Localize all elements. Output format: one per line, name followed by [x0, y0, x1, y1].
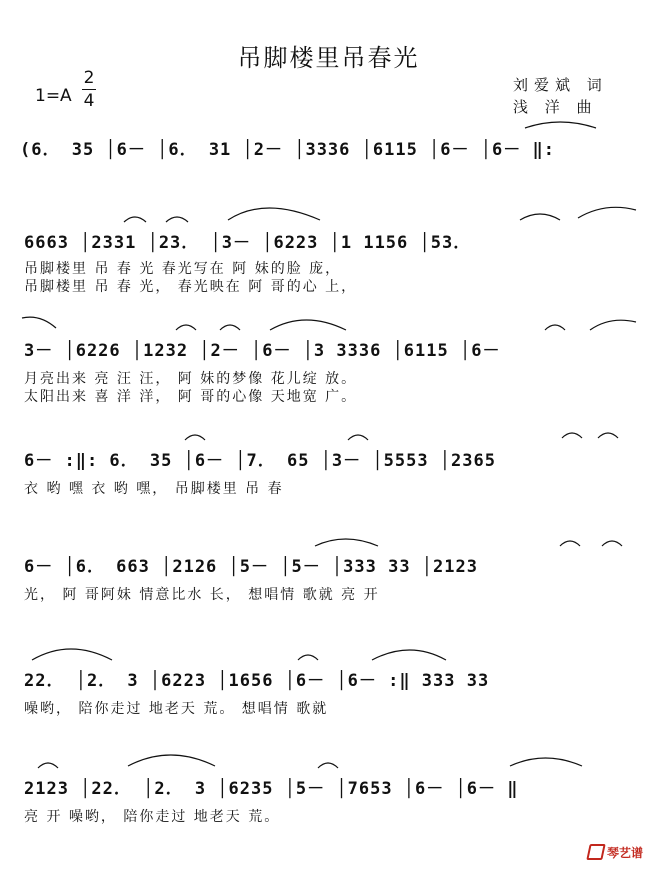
tie-row-5: [315, 539, 378, 546]
lyric-row-3-verse-2: 太阳出来 喜 洋 洋， 阿 哥的心像 天地宽 广。: [24, 389, 358, 405]
slur-row-2c: [520, 214, 560, 220]
slur-row-7b: [318, 763, 338, 768]
slur-row-4a: [185, 435, 205, 440]
slur-row-2b: [166, 217, 188, 222]
key-signature: 1=A: [35, 86, 72, 106]
tie-row-2-end: [578, 207, 636, 218]
lyric-row-2-verse-1: 吊脚楼里 吊 春 光 春光写在 阿 妹的脸 庞，: [24, 261, 342, 277]
meter-bottom: 4: [83, 91, 95, 111]
slur-row-4b: [348, 435, 368, 440]
slur-row-6a: [298, 655, 318, 660]
slur-row-4d: [598, 433, 618, 438]
notation-row-2: 6663 │2331 │23． │3－ │6223 │1 1156 │53．: [24, 233, 472, 253]
tie-row-2: [228, 208, 320, 220]
lyric-row-2-verse-2: 吊脚楼里 吊 春 光， 春光映在 阿 哥的心 上，: [24, 279, 358, 295]
lyric-row-4: 衣 哟 嘿 衣 哟 嘿， 吊脚楼里 吊 春: [24, 481, 284, 497]
logo-icon: [586, 844, 605, 860]
notation-row-5: 6－ │6． 663 │2126 │5－ │5－ │333 33 │2123: [24, 557, 478, 577]
lyric-row-7: 亮 开 噪哟， 陪你走过 地老天 荒。: [24, 809, 281, 825]
notation-row-7: 2123 │22． │2． 3 │6235 │5－ │7653 │6－ │6－ ‖: [24, 779, 519, 799]
slur-row-2a: [124, 217, 146, 222]
notation-row-6: 22． │2． 3 │6223 │1656 │6－ │6－ :‖ 333 33: [24, 671, 490, 691]
lyric-row-3-verse-1: 月亮出来 亮 汪 汪， 阿 妹的梦像 花儿绽 放。: [24, 371, 358, 387]
tie-row-6b: [372, 650, 446, 660]
lyricist-credit: 刘爱斌 词: [513, 76, 608, 94]
tie-row-6: [32, 649, 112, 660]
notation-row-3: 3－ │6226 │1232 │2－ │6－ │3 3336 │6115 │6－: [24, 341, 501, 361]
tie-row-7b: [510, 758, 582, 766]
song-title: 吊脚楼里吊春光: [237, 44, 420, 72]
slur-row-5a: [560, 541, 580, 546]
slur-row-3b: [220, 325, 240, 330]
notation-row-4: 6－ :‖: 6． 35 │6－ │7． 65 │3－ │5553 │2365: [24, 451, 496, 471]
slur-row-3c: [545, 325, 565, 330]
tie-row-7: [128, 755, 215, 766]
lyric-row-6: 噪哟， 陪你走过 地老天 荒。 想唱情 歌就: [24, 701, 329, 717]
tie-row-3-end: [590, 320, 636, 330]
tie-row-3: [270, 320, 346, 330]
tie-row-1: [525, 122, 596, 128]
lyric-row-5: 光， 阿 哥阿妹 情意比水 长， 想唱情 歌就 亮 开: [24, 587, 380, 603]
slur-row-5b: [602, 541, 622, 546]
meter-top: 2: [83, 68, 95, 88]
composer-credit: 浅 洋 曲: [513, 98, 598, 116]
tie-row-3-start: [22, 317, 56, 328]
slur-row-4c: [562, 433, 582, 438]
slur-row-7a: [38, 763, 58, 768]
slur-row-3a: [176, 325, 196, 330]
site-logo: [588, 844, 643, 861]
notation-row-1: (6． 35 │6－ │6． 31 │2－ │3336 │6115 │6－ │6－ ‖:: [20, 140, 555, 160]
logo-text: 琴艺谱: [606, 846, 643, 860]
